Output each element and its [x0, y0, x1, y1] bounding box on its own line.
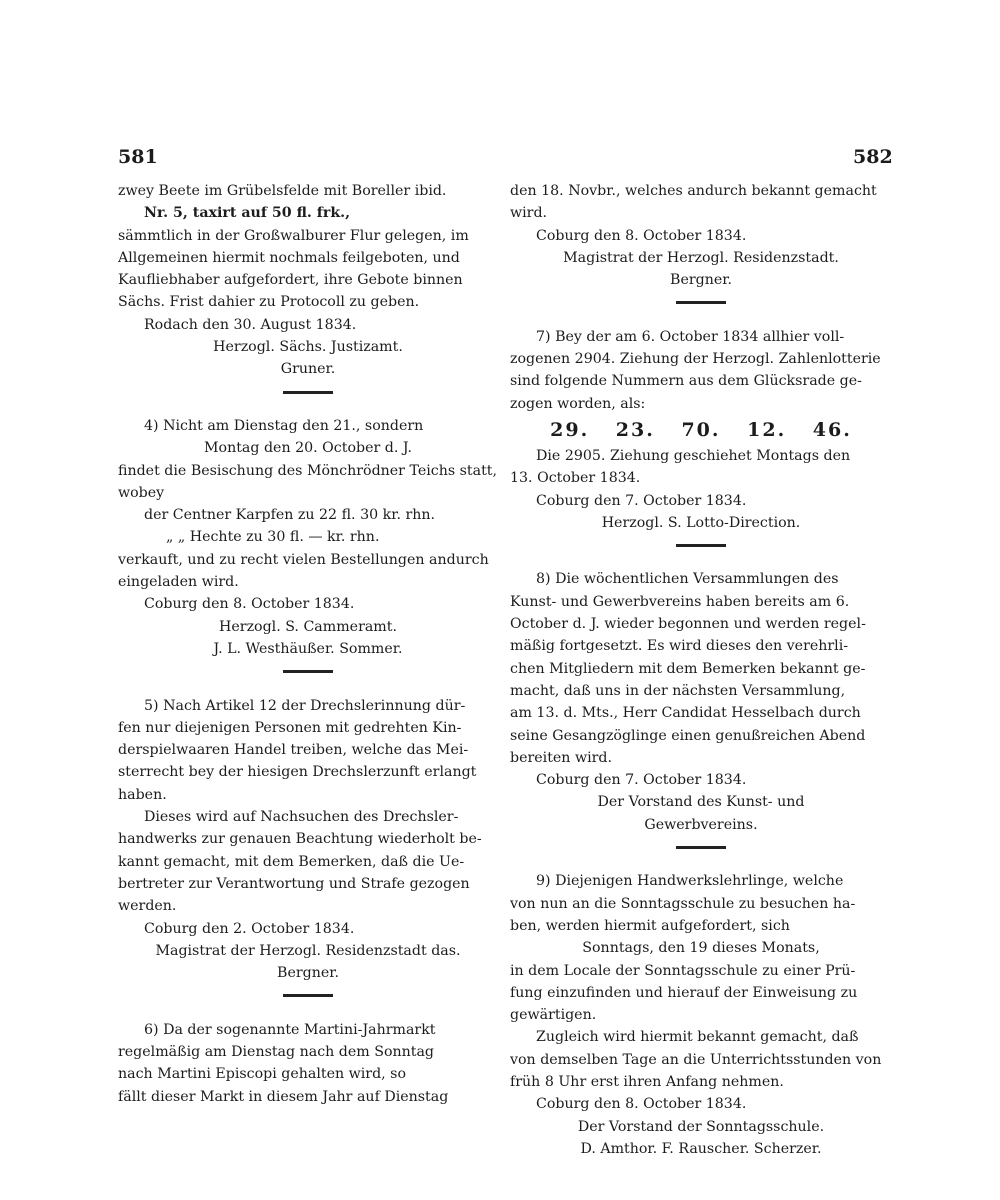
text-line: 7) Bey der am 6. October 1834 allhier voll-	[536, 328, 845, 345]
text-line: findet die Besischung des Mönchrödner Teichs statt,	[118, 462, 497, 479]
text-line: Sächs. Frist dahier zu Protocoll zu geben.	[118, 294, 420, 311]
text-line: den 18. Novbr., welches andurch bekannt gemacht	[510, 183, 877, 199]
section-divider	[118, 984, 498, 1006]
section-divider	[118, 660, 498, 682]
divider-line	[283, 670, 333, 673]
text-line: 9) Diejenigen Handwerkslehrlinge, welche	[536, 873, 844, 890]
text-line: von demselben Tage an die Unterrichtsstunden von	[510, 1051, 882, 1068]
page-number-left: 581	[118, 146, 158, 168]
text-line: Kaufliebhaber aufgefordert, ihre Gebote binnen	[118, 272, 463, 289]
text-line: Magistrat der Herzogl. Residenzstadt.	[563, 249, 839, 266]
text-line: seine Gesangzöglinge einen genußreichen Abend	[510, 727, 866, 744]
text-line: sämmtlich in der Großwalburer Flur gelegen, im	[118, 227, 469, 244]
text-line: bertreter zur Verantwortung und Strafe gezogen	[118, 875, 470, 892]
text-line: gewärtigen.	[510, 1007, 597, 1024]
section-divider	[510, 534, 892, 556]
spacer	[118, 403, 498, 415]
text-line: 5) Nach Artikel 12 der Drechslerinnung dür-	[144, 697, 466, 714]
text-line: Der Vorstand des Kunst- und	[597, 794, 805, 811]
text-line: eingeladen wird.	[118, 574, 239, 591]
text-line: 6) Da der sogenannte Martini-Jahrmarkt	[144, 1021, 436, 1038]
left-column	[118, 180, 498, 1108]
text-line: am 13. d. Mts., Herr Candidat Hesselbach durch	[510, 705, 861, 722]
page-number-right: 582	[853, 146, 893, 168]
spacer	[510, 556, 892, 568]
text-line: chen Mitgliedern mit dem Bemerken bekannt ge-	[510, 660, 866, 677]
text-line: Dieses wird auf Nachsuchen des Drechsler-	[144, 809, 459, 826]
text-line: wird.	[510, 205, 548, 222]
text-line: Bergner.	[670, 272, 732, 289]
text-line: fen nur diejenigen Personen mit gedrehten Kin-	[118, 719, 462, 736]
text-line: Gewerbvereins.	[644, 816, 758, 833]
text-line: fung einzufinden und hierauf der Einweisung zu	[510, 984, 858, 1001]
text-line: mäßig fortgesetzt. Es wird dieses den verehrli-	[510, 638, 849, 655]
section-divider	[510, 291, 892, 313]
text-line: Kunst- und Gewerbvereins haben bereits am 6.	[510, 593, 850, 610]
text-line: Herzogl. S. Lotto-Direction.	[601, 514, 801, 531]
text-line: 4) Nicht am Dienstag den 21., sondern	[144, 417, 424, 434]
text-line: Rodach den 30. August 1834.	[144, 316, 357, 333]
divider-line	[676, 544, 726, 547]
text-line: Die 2905. Ziehung geschiehet Montags den	[536, 447, 851, 464]
text-line: verkauft, und zu recht vielen Bestellungen andurch	[118, 551, 489, 568]
text-line: regelmäßig am Dienstag nach dem Sonntag	[118, 1043, 435, 1060]
text-line: zwey Beete im Grübelsfelde mit Boreller ibid.	[118, 183, 447, 199]
spacer	[510, 314, 892, 326]
spacer	[118, 1007, 498, 1019]
text-line: Montag den 20. October d. J.	[204, 440, 412, 457]
text-line: „ „ Hechte zu 30 fl. — kr. rhn.	[166, 529, 380, 546]
text-line: der Centner Karpfen zu 22 fl. 30 kr. rhn.	[144, 507, 436, 524]
spacer	[510, 858, 892, 870]
text-line: Coburg den 8. October 1834.	[536, 227, 747, 244]
divider-line	[676, 846, 726, 849]
text-line: zogenen 2904. Ziehung der Herzogl. Zahlenlotterie	[510, 351, 881, 368]
text-line: Bergner.	[277, 965, 339, 982]
text-line: nach Martini Episcopi gehalten wird, so	[118, 1066, 406, 1083]
text-line: handwerks zur genauen Beachtung wiederholt be-	[118, 831, 482, 848]
text-line: October d. J. wieder begonnen und werden regel-	[510, 616, 866, 633]
text-line: Coburg den 7. October 1834.	[536, 772, 747, 789]
text-line: Nr. 5, taxirt auf 50 fl. frk.,	[144, 205, 351, 222]
text-line: derspielwaaren Handel treiben, welche das Mei-	[118, 742, 469, 759]
section-divider	[510, 836, 892, 858]
text-line: wobey	[118, 484, 165, 501]
section-divider	[118, 381, 498, 403]
text-line: 8) Die wöchentlichen Versammlungen des	[536, 571, 839, 588]
lottery-numbers: 29. 23. 70. 12. 46.	[550, 418, 852, 441]
text-line: J. L. Westhäußer. Sommer.	[213, 640, 403, 657]
text-line: Zugleich wird hiermit bekannt gemacht, daß	[536, 1029, 859, 1046]
text-line: 13. October 1834.	[510, 470, 641, 487]
text-line: Herzogl. Sächs. Justizamt.	[213, 339, 403, 356]
divider-line	[676, 301, 726, 304]
text-line: haben.	[118, 786, 167, 803]
spacer	[118, 683, 498, 695]
text-line: werden.	[118, 898, 177, 915]
divider-line	[283, 391, 333, 394]
text-line: Sonntags, den 19 dieses Monats,	[582, 940, 820, 957]
text-line: ben, werden hiermit aufgefordert, sich	[510, 917, 790, 934]
text-line: Magistrat der Herzogl. Residenzstadt das.	[155, 942, 461, 959]
text-line: Gruner.	[280, 361, 336, 378]
text-line: fällt dieser Markt in diesem Jahr auf Dienstag	[118, 1088, 449, 1105]
text-line: in dem Locale der Sonntagsschule zu einer Prü-	[510, 962, 856, 979]
text-line: Coburg den 8. October 1834.	[536, 1096, 747, 1113]
text-line: zogen worden, als:	[510, 395, 646, 412]
text-line: Allgemeinen hiermit nochmals feilgeboten, und	[118, 249, 460, 266]
text-line: sterrecht bey der hiesigen Drechslerzunft erlangt	[118, 764, 477, 781]
text-line: sind folgende Nummern aus dem Glücksrade ge-	[510, 373, 862, 390]
text-line: D. Amthor. F. Rauscher. Scherzer.	[580, 1140, 822, 1157]
divider-line	[283, 994, 333, 997]
text-line: von nun an die Sonntagsschule zu besuchen ha-	[510, 895, 856, 912]
text-line: macht, daß uns in der nächsten Versammlung,	[510, 682, 846, 699]
text-line: Coburg den 7. October 1834.	[536, 492, 747, 509]
text-line: bereiten wird.	[510, 749, 612, 766]
text-line: Coburg den 8. October 1834.	[144, 596, 355, 613]
right-column	[510, 180, 892, 1160]
text-line: Der Vorstand der Sonntagsschule.	[577, 1118, 825, 1135]
text-line: kannt gemacht, mit dem Bemerken, daß die Ue-	[118, 853, 465, 870]
text-line: Coburg den 2. October 1834.	[144, 920, 355, 937]
text-line: Herzogl. S. Cammeramt.	[219, 618, 397, 635]
text-line: früh 8 Uhr erst ihren Anfang nehmen.	[510, 1073, 784, 1090]
